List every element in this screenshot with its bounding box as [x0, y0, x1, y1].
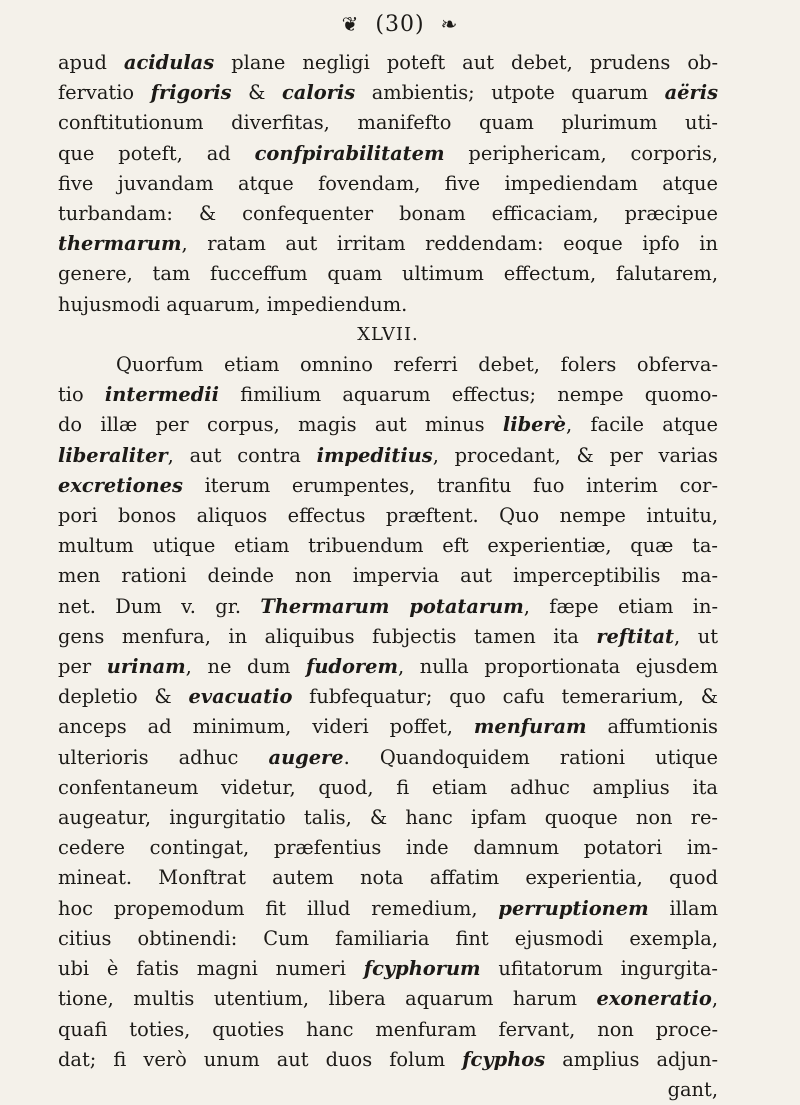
emphasized-term: acidulas	[123, 51, 215, 74]
emphasized-term: excretiones	[58, 473, 183, 497]
emphasized-term: Thermarum potatarum	[260, 594, 524, 618]
emphasized-term: frigoris	[150, 81, 232, 105]
text-line: Quorfum etiam omnino referri debet, folers obferva-	[116, 353, 718, 377]
emphasized-term: reftitat	[596, 624, 675, 648]
text-line: augeatur, ingurgitatio talis, & hanc ipfam quoque non re-	[58, 806, 718, 830]
text-line: genere, tam fucceffum quam ultimum effectum, falutarem,	[58, 262, 718, 286]
emphasized-term: thermarum	[58, 232, 182, 256]
text-line: turbandam: & confequenter bonam efficaciam, præcipue	[58, 202, 718, 226]
text-line: fervatio frigoris & caloris ambientis; utpote quarum aëris	[58, 81, 718, 105]
text-line: citius obtinendi: Cum familiaria fint ejusmodi exempla,	[58, 926, 718, 950]
page-number: (30)	[375, 12, 425, 37]
text-line: five juvandam atque fovendam, five impediendam atque	[58, 171, 718, 195]
text-line: quafi toties, quoties hanc menfuram fervant, non proce-	[58, 1017, 718, 1041]
emphasized-term: evacuatio	[188, 685, 293, 709]
text-line: hujusmodi aquarum, impediendum.	[58, 292, 408, 316]
text-line: per urinam, ne dum fudorem, nulla proportionata ejusdem	[58, 655, 718, 679]
emphasized-term: menfuram	[473, 715, 587, 739]
text-line: excretiones iterum erumpentes, tranfitu fuo interim cor-	[58, 473, 718, 497]
text-line: multum utique etiam tribuendum eft experientiæ, quæ ta-	[58, 534, 718, 558]
text-line: ulterioris adhuc augere. Quandoquidem rationi utique	[58, 745, 718, 769]
emphasized-term: intermedii	[104, 383, 220, 407]
text-line: men rationi deinde non impervia aut imperceptibilis ma-	[58, 564, 718, 588]
text-line: liberaliter, aut contra impeditius, procedant, & per varias	[58, 443, 719, 467]
text-line: do illæ per corpus, magis aut minus liberè, facile atque	[58, 413, 718, 437]
emphasized-term: fcyphorum	[363, 957, 481, 981]
body-text	[58, 48, 718, 1105]
emphasized-term: confpirabilitatem	[254, 141, 445, 165]
text-line: dat; fi verò unum aut duos folum fcyphos amplius adjun-	[58, 1047, 718, 1071]
emphasized-term: fcyphos	[462, 1047, 546, 1071]
ornament-left-icon: ❦	[341, 12, 360, 36]
text-line: apud acidulas plane negligi poteft aut debet, prudens ob-	[58, 51, 718, 74]
text-line: mineat. Monftrat autem nota affatim experientia, quod	[58, 866, 718, 890]
text-line: net. Dum v. gr. Thermarum potatarum, fæpe etiam in-	[58, 594, 718, 618]
text-line: que poteft, ad confpirabilitatem periphericam, corporis,	[58, 141, 719, 165]
emphasized-term: augere	[268, 745, 344, 769]
emphasized-term: liberè	[502, 413, 567, 437]
text-line: thermarum, ratam aut irritam reddendam: eoque ipfo in	[58, 232, 718, 256]
section-number: XLVII.	[357, 323, 419, 345]
text-line: tio intermedii fimilium aquarum effectus; nempe quomo-	[58, 383, 718, 407]
text-line: anceps ad minimum, videri poffet, menfuram affumtionis	[58, 715, 718, 739]
text-line: cedere contingat, præfentius inde damnum potatori im-	[58, 836, 718, 860]
emphasized-term: exoneratio	[596, 987, 712, 1011]
text-line: confentaneum videtur, quod, fi etiam adhuc amplius ita	[58, 775, 718, 799]
emphasized-term: perruptionem	[498, 896, 649, 920]
ornament-right-icon: ❧	[440, 12, 459, 36]
emphasized-term: impeditius	[316, 443, 433, 467]
emphasized-term: aëris	[664, 81, 718, 105]
text-line: hoc propemodum fit illud remedium, perruptionem illam	[58, 896, 718, 920]
text-line: gant,	[667, 1077, 718, 1101]
text-line: gens menfura, in aliquibus fubjectis tamen ita reftitat, ut	[58, 624, 718, 648]
text-line: tione, multis utentium, libera aquarum harum exoneratio,	[58, 987, 718, 1011]
text-line: pori bonos aliquos effectus præftent. Quo nempe intuitu,	[58, 504, 718, 528]
text-line: depletio & evacuatio fubfequatur; quo cafu temerarium, &	[58, 685, 718, 709]
emphasized-term: fudorem	[305, 655, 398, 679]
text-line: conftitutionum diverfitas, manifefto quam plurimum uti-	[58, 111, 718, 135]
emphasized-term: urinam	[106, 655, 186, 679]
text-line: ubi è fatis magni numeri fcyphorum ufitatorum ingurgita-	[58, 957, 718, 981]
emphasized-term: liberaliter	[58, 443, 168, 467]
page-header	[0, 12, 800, 37]
emphasized-term: caloris	[281, 81, 356, 105]
